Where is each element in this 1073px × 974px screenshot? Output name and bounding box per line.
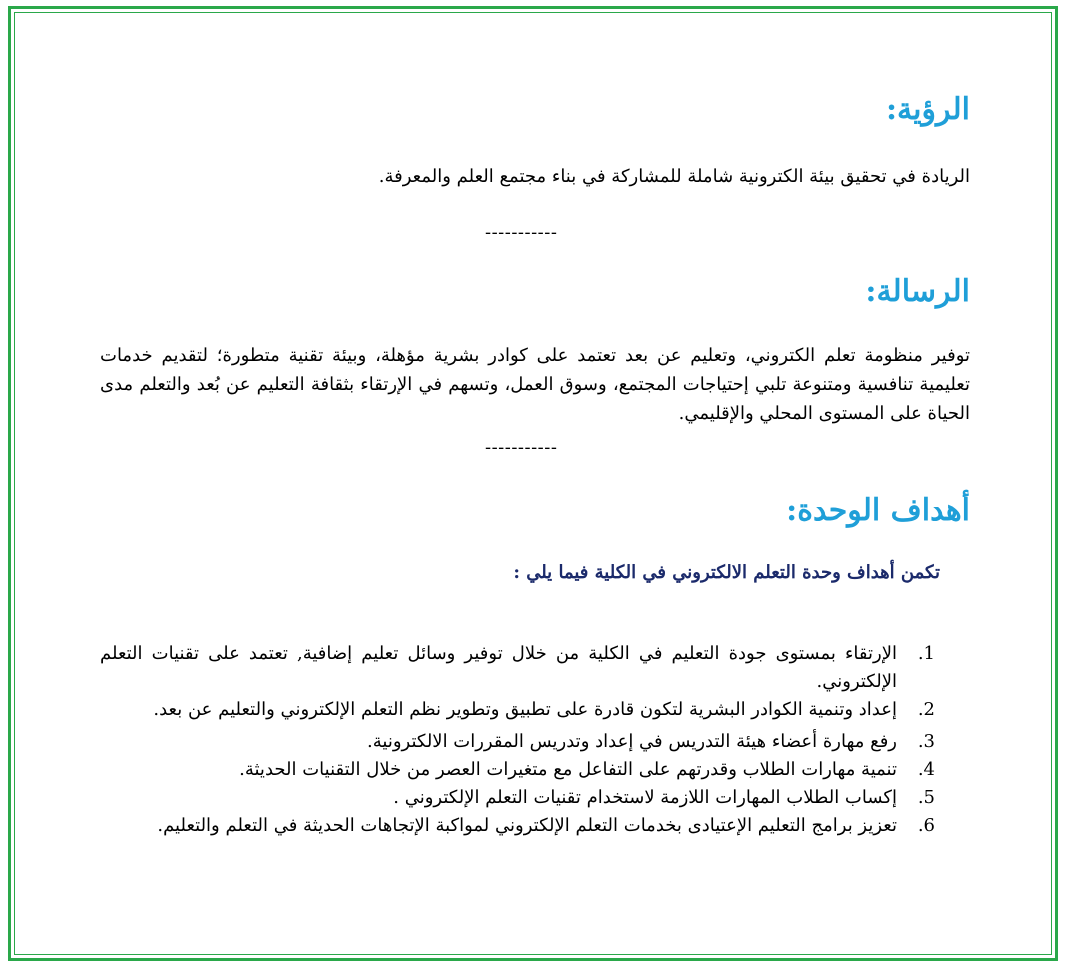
goal-number: 4. (917, 759, 935, 780)
goal-text: إكساب الطلاب المهارات اللازمة لاستخدام تقنيات التعلم الإلكتروني . (393, 787, 897, 808)
goal-item (100, 696, 935, 724)
goal-text: الإرتقاء بمستوى جودة التعليم في الكلية من خلال توفير وسائل تعليم إضافية, تعتمد على تقنيات التعلم الإلكتروني. (100, 643, 897, 692)
goal-number: 1. (917, 643, 935, 664)
goal-number: 5. (917, 787, 935, 808)
goal-text: تنمية مهارات الطلاب وقدرتهم على التفاعل مع متغيرات العصر من خلال التقنيات الحديثة. (239, 759, 897, 780)
goal-number: 6. (917, 815, 935, 836)
mission-heading: الرسالة: (865, 274, 970, 309)
goal-text: إعداد وتنمية الكوادر البشرية لتكون قادرة على تطبيق وتطوير نظم التعلم الإلكتروني والتعليم عن بعد. (153, 699, 897, 720)
vision-heading: الرؤية: (885, 92, 970, 127)
separator-2: ----------- (485, 437, 558, 458)
separator-1: ----------- (485, 222, 558, 243)
goal-item (100, 756, 935, 784)
goal-item (100, 728, 935, 756)
goal-number: 3. (917, 731, 935, 752)
goal-item (100, 812, 935, 840)
vision-text: الريادة في تحقيق بيئة الكترونية شاملة للمشاركة في بناء مجتمع العلم والمعرفة. (378, 166, 970, 187)
goal-number: 2. (917, 699, 935, 720)
goal-text: تعزيز برامج التعليم الإعتيادى بخدمات التعلم الإلكتروني لمواكبة الإتجاهات الحديثة في التعلم والتعليم. (157, 815, 897, 836)
mission-text: توفير منظومة تعلم الكتروني، وتعليم عن بعد تعتمد على كوادر بشرية مؤهلة، وبيئة تقنية متطورة؛ لتقديم خدمات تعليمية تنافسية ومتنوعة تلبي إحتياجات المجتمع، وسوق العمل، وتسهم في الإرتقاء بثقافة التعليم عن بُعد والتعلم مدى الحياة على المستوى المحلي والإقليمي. (100, 345, 970, 424)
goals-heading: أهداف الوحدة: (786, 493, 970, 528)
document-content (95, 0, 970, 974)
goal-text: رفع مهارة أعضاء هيئة التدريس في إعداد وتدريس المقررات الالكترونية. (367, 731, 897, 752)
goals-intro: تكمن أهداف وحدة التعلم الالكتروني في الكلية فيما يلي : (513, 562, 940, 583)
goal-item (100, 784, 935, 812)
goals-list (100, 640, 935, 840)
goal-item (100, 640, 935, 696)
